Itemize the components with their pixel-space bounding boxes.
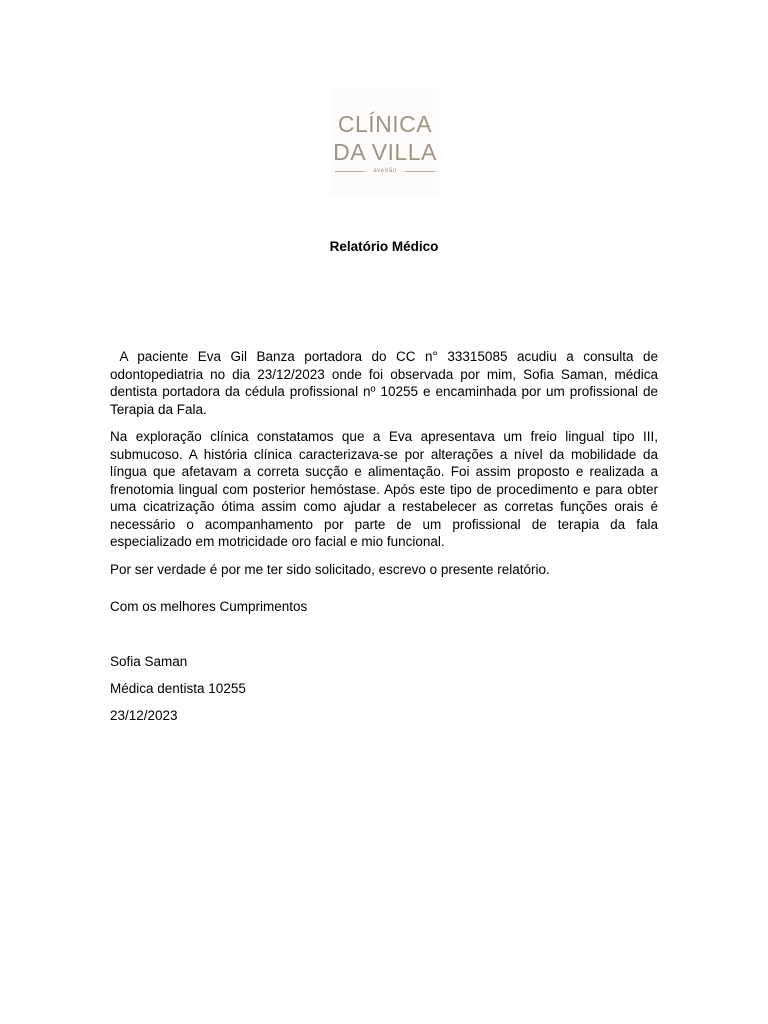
logo-rule-right <box>405 171 435 172</box>
paragraph-exam: Na exploração clínica constatamos que a Eva apresentava um freio lingual tipo III, submucoso. A história clínica caracterizava-se por alterações a nível da mobilidade da língua que afetavam a correta sucção e alimentação. Foi assim proposto e realizada a frenotomia lingual com posterior hemóstase. Após este tipo de procedimento e para obter uma cicatrização ótima assim como ajudar a restabelecer as corretas funções orais é necessário o acompanhamento por parte de um profissional de terapia da fala especializado em motricidade oro facial e mio funcional. <box>110 429 658 549</box>
signature-role: Médica dentista 10255 <box>110 681 246 696</box>
logo-tagline: aveirão <box>373 168 397 174</box>
signature-name: Sofia Saman <box>110 654 188 669</box>
signature-date: 23/12/2023 <box>110 708 178 723</box>
paragraph-intro: A paciente Eva Gil Banza portadora do CC n° 33315085 acudiu a consulta de odontopediatria no dia 23/12/2023 onde foi observada por mim, Sofia Saman, médica dentista portadora da cédula profissional nº 10255 e encaminhada por um profissional de Terapia da Fala. <box>110 349 662 417</box>
logo-line-2: DA VILLA <box>333 139 437 165</box>
clinic-logo <box>331 88 439 196</box>
logo-line-1: CLÍNICA <box>337 111 433 137</box>
document-title: Relatório Médico <box>329 239 439 254</box>
report-body <box>110 348 662 588</box>
paragraph-statement: Por ser verdade é por me ter sido solicitado, escrevo o presente relatório. <box>110 561 550 577</box>
closing-greeting: Com os melhores Cumprimentos <box>110 599 308 614</box>
